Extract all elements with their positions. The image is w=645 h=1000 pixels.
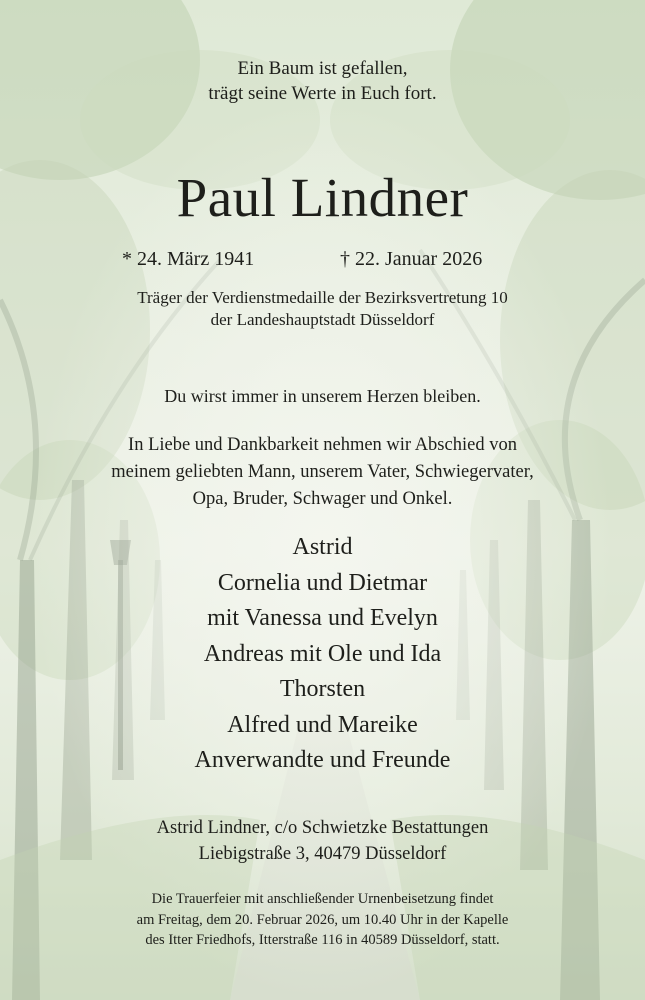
farewell-line: meinem geliebten Mann, unserem Vater, Schwiegervater, xyxy=(111,462,534,482)
motto-line: trägt seine Werte in Euch fort. xyxy=(208,83,437,104)
motto-verse xyxy=(0,56,645,106)
deceased-name: Paul Lindner xyxy=(176,167,469,228)
funeral-line: des Itter Friedhofs, Itterstraße 116 in 40589 Düsseldorf, statt. xyxy=(145,932,500,948)
honor-note xyxy=(0,287,645,331)
mourner-entry: Andreas mit Ole und Ida xyxy=(203,640,442,667)
honor-line: Träger der Verdienstmedaille der Bezirksvertretung 10 xyxy=(137,288,508,307)
birth-date: * 24. März 1941 xyxy=(122,248,255,270)
funeral-line: Die Trauerfeier mit anschließender Urnenbeisetzung findet xyxy=(151,891,494,907)
memorial-quote: Du wirst immer in unserem Herzen bleiben. xyxy=(164,386,481,406)
contact-address xyxy=(0,815,645,867)
mourner-entry: Cornelia und Dietmar xyxy=(217,569,428,596)
death-date: † 22. Januar 2026 xyxy=(340,248,483,270)
contact-line: Liebigstraße 3, 40479 Düsseldorf xyxy=(198,844,447,864)
funeral-line: am Freitag, dem 20. Februar 2026, um 10.40 Uhr in der Kapelle xyxy=(136,911,509,928)
mourner-entry: mit Vanessa und Evelyn xyxy=(207,605,438,631)
mourner-entry: Alfred und Mareike xyxy=(227,711,418,738)
contact-line: Astrid Lindner, c/o Schwietzke Bestattungen xyxy=(156,818,489,838)
mourner-entry: Thorsten xyxy=(279,676,366,702)
mourner-entry: Anverwandte und Freunde xyxy=(194,747,451,773)
mourners-list xyxy=(0,530,645,779)
farewell-line: In Liebe und Dankbarkeit nehmen wir Abschied von xyxy=(128,435,517,455)
honor-line: der Landeshauptstadt Düsseldorf xyxy=(210,310,435,329)
motto-line: Ein Baum ist gefallen, xyxy=(237,58,408,79)
farewell-paragraph xyxy=(0,432,645,513)
farewell-line: Opa, Bruder, Schwager und Onkel. xyxy=(192,489,453,509)
mourner-entry: Astrid xyxy=(292,534,353,560)
funeral-info xyxy=(0,889,645,951)
